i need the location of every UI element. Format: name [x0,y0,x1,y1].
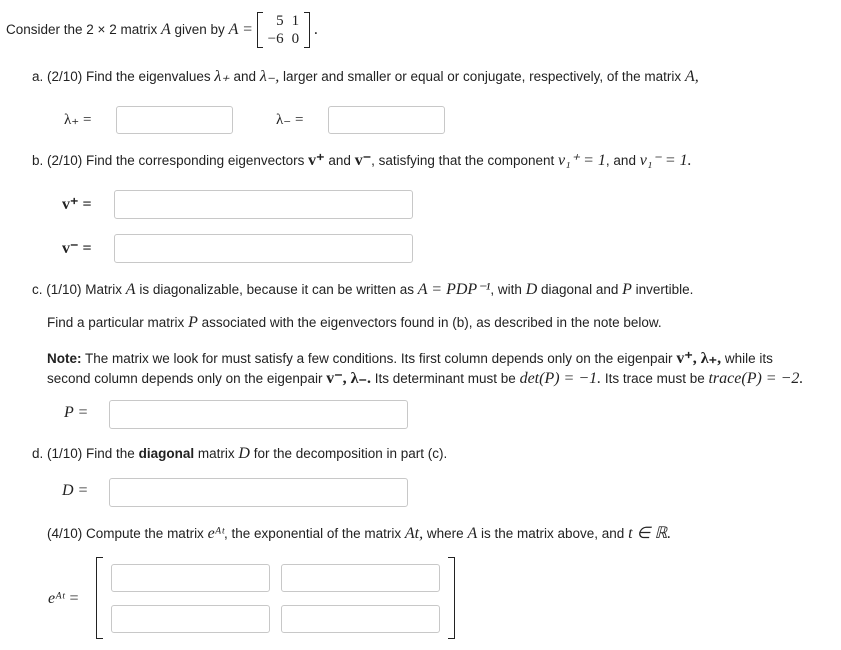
note1c: while its [724,351,773,366]
part-c-var-a: A [125,281,136,298]
part-e-eat: eᴬᵗ [207,525,225,542]
part-a-rest: larger and smaller or equal or conjugate, respectively, of the matrix [282,69,682,84]
matrix-a [257,12,310,48]
part-a-and: and [233,69,257,84]
v-minus-label: v⁻ = [62,240,92,257]
note-label: Note: [47,351,82,366]
part-c-text3: diagonal and [541,282,619,297]
part-a-label: a. (2/10) Find the eigenvalues [32,69,211,84]
part-c-question [32,279,693,299]
eat-input-21[interactable] [111,605,270,633]
d-label: D = [62,482,89,499]
note2f: trace(P) = −2. [708,370,804,387]
part-e-t: t ∈ ℝ. [628,525,672,542]
p-input[interactable] [109,400,408,429]
eat-input-11[interactable] [111,564,270,592]
part-c-eq: A = PDP⁻¹ [417,281,491,298]
p-label: P = [64,404,89,421]
lambda-minus-input[interactable] [328,106,445,134]
note1a: The matrix we look for must satisfy a few conditions. Its first column depends only on the eigenpair [85,351,673,366]
note2b: v⁻, λ₋. [326,370,371,387]
part-b-question [32,150,692,170]
lambda-minus-label: λ₋ = [276,112,304,128]
note2e: Its trace must be [604,371,705,386]
part-e-text3: is the matrix above, and [480,526,625,541]
part-b-v-plus: v⁺ [308,152,325,169]
part-e-question [47,523,671,543]
v-plus-input[interactable] [114,190,413,219]
eat-input-12[interactable] [281,564,440,592]
eat-label: eᴬᵗ = [48,590,80,607]
part-b-and2: , and [605,153,636,168]
intro-given-by: given by [174,22,225,37]
v-minus-input[interactable] [114,234,413,263]
eat-input-22[interactable] [281,605,440,633]
note2a: second column depends only on the eigenpair [47,371,323,386]
note1b: v⁺, λ₊, [676,350,722,367]
part-c-line2a: Find a particular matrix [47,315,185,330]
part-c-note-line2 [47,368,803,388]
part-b-v-minus: v⁻ [354,152,372,169]
note2d: det(P) = −1. [519,370,602,387]
part-d-rest: for the decomposition in part (c). [253,446,448,461]
part-c-var-p: P [622,281,632,298]
intro-text: Consider the 2 × 2 matrix [6,22,158,37]
matrix-a-21: −6 [267,31,284,48]
part-e-text1: , the exponential of the matrix [224,526,402,541]
part-b-rest: , satisfying that the component [371,153,555,168]
part-a-question [32,66,699,86]
part-d-text: matrix [197,446,235,461]
part-c-line2-p: P [188,314,198,331]
part-a-lam-plus: λ₊ [214,68,230,85]
part-c-var-d: D [525,281,538,298]
part-b-and: and [328,153,351,168]
v-plus-label: v⁺ = [62,196,92,213]
lambda-plus-label: λ₊ = [64,112,92,128]
part-b-label: b. (2/10) Find the corresponding eigenvectors [32,153,305,168]
intro-eq: A = [228,21,253,38]
part-c-note-line1 [47,348,773,368]
intro-var-a: A [160,21,171,38]
lambda-plus-input[interactable] [116,106,233,134]
part-e-var-a: A [467,525,478,542]
part-c-line2 [47,314,662,332]
part-d-label: d. (1/10) Find the [32,446,135,461]
part-c-text2: , with [490,282,522,297]
part-b-cond2: v₁⁻ = 1. [639,152,692,169]
part-e-at: At, [404,525,424,542]
intro-period: . [313,21,318,38]
matrix-a-11: 5 [276,13,284,30]
d-input[interactable] [109,478,408,507]
intro-line [6,8,318,52]
matrix-a-12: 1 [291,13,300,30]
part-a-lam-minus: λ₋, [259,68,280,85]
part-a-matrix-var: A, [684,68,699,85]
eat-left-bracket [96,557,103,639]
part-d-var-d: D [238,445,250,462]
part-c-line2b: associated with the eigenvectors found in (b), as described in the note below. [201,315,662,330]
eat-right-bracket [448,557,455,639]
part-d-bold: diagonal [138,446,195,461]
part-c-text1: is diagonalizable, because it can be written as [139,282,415,297]
part-e-text2: where [426,526,464,541]
note2c: Its determinant must be [374,371,516,386]
part-c-label: c. (1/10) Matrix [32,282,123,297]
part-c-text4: invertible. [635,282,694,297]
part-e-label: (4/10) Compute the matrix [47,526,204,541]
matrix-a-22: 0 [291,31,300,48]
part-b-cond1: v₁⁺ = 1 [558,152,606,169]
part-d-question [32,445,447,463]
